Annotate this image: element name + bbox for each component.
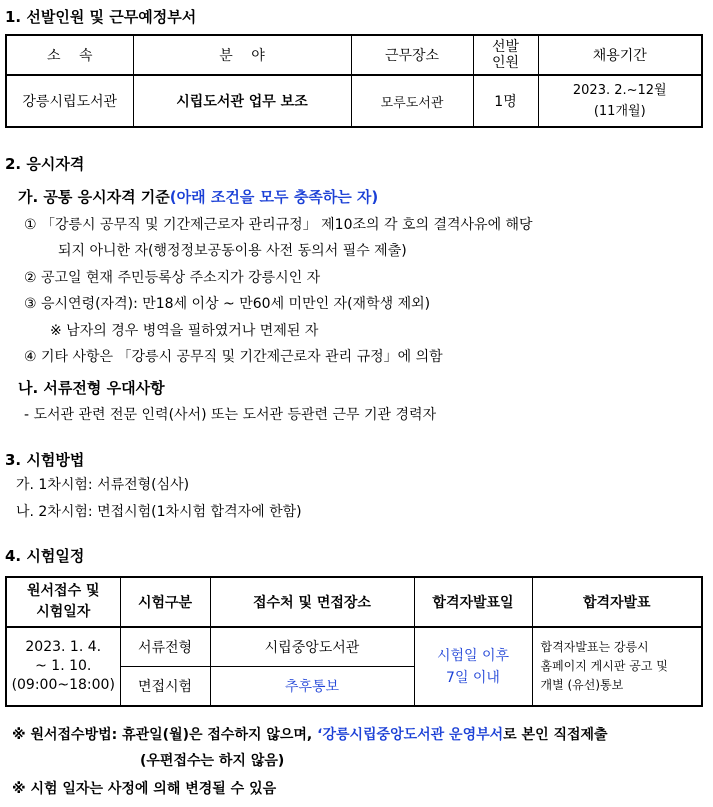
note-schedule-change: ※ 시험 일자는 사정에 의해 변경될 수 있음 <box>12 781 277 797</box>
header-period: 채용기간 <box>538 35 702 75</box>
section1-title: 1. 선발인원 및 근무예정부서 <box>5 8 197 26</box>
qualification-note: ※ 남자의 경우 병역을 필하였거나 면제된 자 <box>50 323 319 339</box>
qualification-item-4: ④ 기타 사항은 「강릉시 공무직 및 기간제근로자 관리 규정」에 의함 <box>24 349 443 365</box>
note1-highlight: ‘강릉시립중앙도서관 운영부서 <box>317 727 504 743</box>
cell-place-interview: 추후통보 <box>210 667 414 707</box>
header-date <box>6 577 120 627</box>
qualification-item-1: ① 「강릉시 공무직 및 기간제근로자 관리규정」 제10조의 각 호의 결격사유에 해당 <box>24 217 533 233</box>
period-line2: (11개월) <box>593 104 646 119</box>
note1-prefix: ※ 원서접수방법: 휴관일(월)은 접수하지 않으며, <box>12 727 318 743</box>
header-announce: 합격자발표 <box>532 577 702 627</box>
preference-title: 나. 서류전형 우대사항 <box>18 379 165 397</box>
announce-line3: 개별 (유선)통보 <box>540 678 624 692</box>
cell-type-document: 서류전형 <box>120 627 210 667</box>
cell-apply-date <box>6 627 120 706</box>
note-application-method-cont: (우편접수는 하지 않음) <box>140 753 285 769</box>
qualification-item-3: ③ 응시연령(자격): 만18세 이상 ~ 만60세 미만인 자(재학생 제외) <box>24 296 431 312</box>
cell-field: 시립도서관 업무 보조 <box>133 75 351 127</box>
cell-place-document: 시립중앙도서관 <box>210 627 414 667</box>
header-date-text: 원서접수 및 시험일자 <box>27 583 100 620</box>
cell-announce-date <box>414 627 532 706</box>
cell-dept: 강릉시립도서관 <box>6 75 133 127</box>
preference-item: - 도서관 관련 전문 인력(사서) 또는 도서관 등관련 근무 기관 경력자 <box>24 407 437 423</box>
section3-title: 3. 시험방법 <box>5 451 85 469</box>
announce-line1: 합격자발표는 강릉시 <box>540 640 649 654</box>
announce-date-line2: 7일 이내 <box>446 669 500 686</box>
header-dept: 소 속 <box>6 35 133 75</box>
exam-method-1: 가. 1차시험: 서류전형(심사) <box>16 477 190 493</box>
announce-line2: 홈페이지 게시판 공고 및 <box>540 659 668 673</box>
header-count <box>473 35 538 75</box>
common-title-text: 가. 공통 응시자격 기준 <box>18 188 170 206</box>
note1-suffix: 로 본인 직접제출 <box>503 727 608 743</box>
cell-type-interview: 면접시험 <box>120 667 210 707</box>
header-location: 접수처 및 면접장소 <box>210 577 414 627</box>
apply-date-line3: (09:00~18:00) <box>11 677 115 693</box>
section4-title: 4. 시험일정 <box>5 547 85 565</box>
note-application-method <box>12 724 608 744</box>
section2-title: 2. 응시자격 <box>5 155 85 173</box>
header-announce-date: 합격자발표일 <box>414 577 532 627</box>
cell-count: 1명 <box>473 75 538 127</box>
apply-date-line2: ~ 1. 10. <box>35 658 92 674</box>
apply-date-line1: 2023. 1. 4. <box>25 639 102 655</box>
period-line1: 2023. 2.~12월 <box>572 83 667 98</box>
cell-period <box>538 75 702 127</box>
schedule-table <box>5 576 703 707</box>
header-exam-type: 시험구분 <box>120 577 210 627</box>
cell-place: 모루도서관 <box>351 75 473 127</box>
qualification-item-2: ② 공고일 현재 주민등록상 주소지가 강릉시인 자 <box>24 270 321 286</box>
qualification-common-title <box>18 186 378 207</box>
header-field: 분 야 <box>133 35 351 75</box>
announce-date-line1: 시험일 이후 <box>436 647 510 664</box>
header-place: 근무장소 <box>351 35 473 75</box>
exam-method-2: 나. 2차시험: 면접시험(1차시험 합격자에 한함) <box>16 504 302 520</box>
cell-announce-method <box>532 627 702 706</box>
header-count-text: 선발 인원 <box>491 39 520 71</box>
qualification-item-1-cont: 되지 아니한 자(행정정보공동이용 사전 동의서 필수 제출) <box>58 243 407 259</box>
recruitment-table <box>5 34 703 128</box>
common-title-highlight: (아래 조건을 모두 충족하는 자) <box>169 188 379 206</box>
